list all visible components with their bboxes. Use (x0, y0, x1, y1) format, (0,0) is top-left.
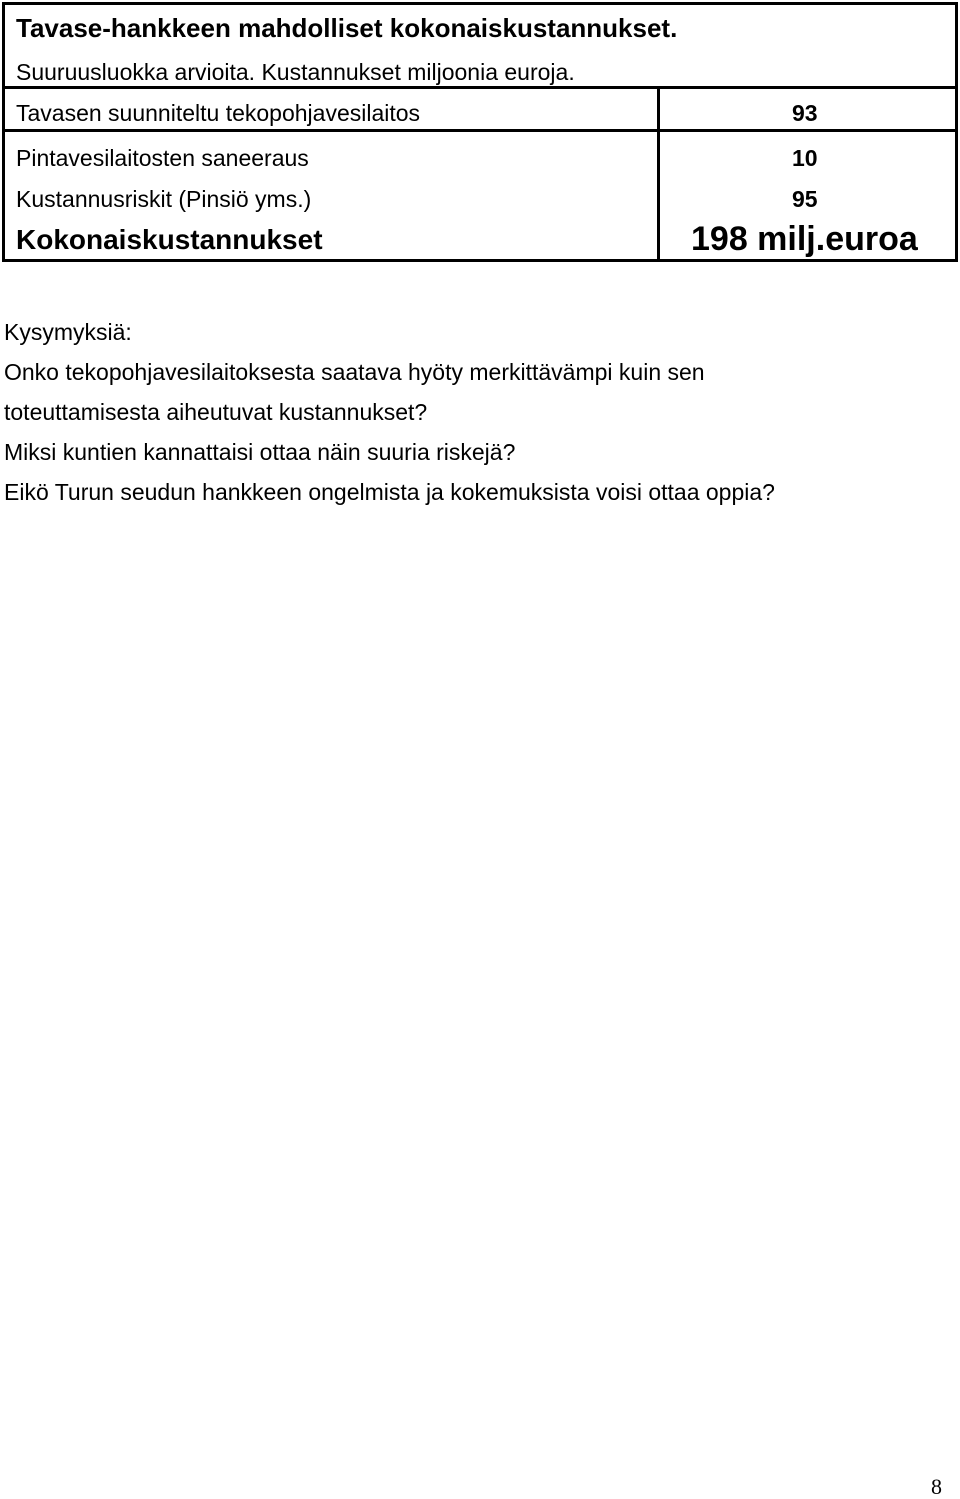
cost-row-label: Tavasen suunniteltu tekopohjavesilaitos (16, 100, 421, 126)
table-subtitle: Suuruusluokka arvioita. Kustannukset miljoonia euroja. (16, 59, 575, 85)
table-divider (5, 86, 955, 89)
questions-heading: Kysymyksiä: (4, 319, 132, 345)
question-line: Onko tekopohjavesilaitoksesta saatava hyöty merkittävämpi kuin sen (4, 359, 705, 385)
question-line: toteuttamisesta aiheutuvat kustannukset? (4, 399, 428, 425)
question-line: Eikö Turun seudun hankkeen ongelmista ja kokemuksista voisi ottaa oppia? (4, 479, 775, 505)
table-title: Tavase-hankkeen mahdolliset kokonaiskustannukset. (16, 13, 678, 43)
cost-row-label: Pintavesilaitosten saneeraus (16, 145, 309, 171)
table-divider (5, 129, 955, 132)
cost-summary-table (2, 2, 958, 262)
cost-row-label: Kustannusriskit (Pinsiö yms.) (16, 186, 312, 212)
page-number: 8 (931, 1474, 942, 1499)
cost-row-value: 10 (792, 145, 818, 171)
cost-row-value: 93 (792, 100, 818, 126)
total-value: 198 milj.euroa (691, 220, 918, 258)
cost-row-value: 95 (792, 186, 818, 212)
total-label: Kokonaiskustannukset (16, 224, 323, 255)
column-divider (657, 86, 660, 259)
questions-section (4, 312, 775, 512)
question-line: Miksi kuntien kannattaisi ottaa näin suuria riskejä? (4, 439, 516, 465)
